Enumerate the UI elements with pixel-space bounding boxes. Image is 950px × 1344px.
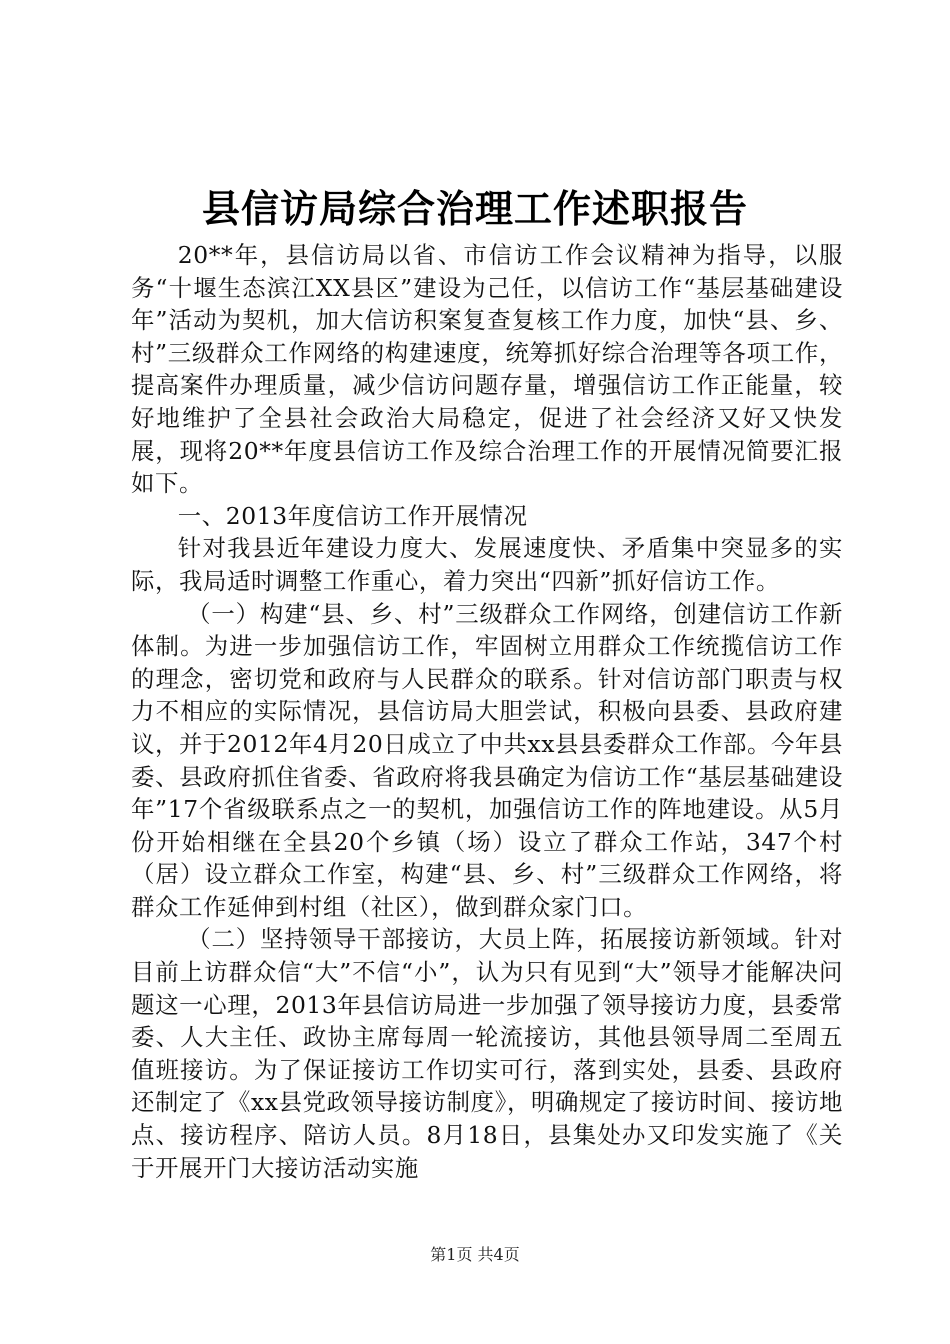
- paragraph-subsection-2: （二）坚持领导干部接访，大员上阵，拓展接访新领域。针对目前上访群众信“大”不信“小”，认为只有见到“大”领导才能解决问题这一心理，2013年县信访局进一步加强了领导接访力度，县委常委、人大主任、政协主席每周一轮流接访，其他县领导周二至周五值班接访。为了保证接访工作切实可行，落到实处，县委、县政府还制定了《xx县党政领导接访制度》，明确规定了接访时间、接访地点、接访程序、陪访人员。8月18日，县集处办又印发实施了《关于开展开门大接访活动实施: [131, 925, 843, 1182]
- document-title: 县信访局综合治理工作述职报告: [201, 186, 748, 231]
- section-heading-1: 一、2013年度信访工作开展情况: [177, 501, 528, 530]
- paragraph-section-1-intro: 针对我县近年建设力度大、发展速度快、矛盾集中突显多的实际，我局适时调整工作重心，着力突出“四新”抓好信访工作。: [131, 534, 843, 595]
- page-number-footer: 第1页 共4页: [430, 1245, 520, 1264]
- document-body: [131, 239, 843, 1184]
- paragraph-subsection-1: （一）构建“县、乡、村”三级群众工作网络，创建信访工作新体制。为进一步加强信访工作，牢固树立用群众工作统揽信访工作的理念，密切党和政府与人民群众的联系。针对信访部门职责与权力不相应的实际情况，县信访局大胆尝试，积极向县委、县政府建议，并于2012年4月20日成立了中共xx县县委群众工作部。今年县委、县政府抓住省委、省政府将我县确定为信访工作“基层基础建设年”17个省级联系点之一的契机，加强信访工作的阵地建设。从5月份开始相继在全县20个乡镇（场）设立了群众工作站，347个村（居）设立群众工作室，构建“县、乡、村”三级群众工作网络，将群众工作延伸到村组（社区），做到群众家门口。: [131, 599, 843, 921]
- paragraph-intro: 20**年，县信访局以省、市信访工作会议精神为指导，以服务“十堰生态滨江XX县区”建设为己任，以信访工作“基层基础建设年”活动为契机，加大信访积案复查复核工作力度，加快“县、乡、村”三级群众工作网络的构建速度，统筹抓好综合治理等各项工作，提高案件办理质量，减少信访问题存量，增强信访工作正能量，较好地维护了全县社会政治大局稳定，促进了社会经济又好又快发展，现将20**年度县信访工作及综合治理工作的开展情况简要汇报如下。: [131, 241, 843, 498]
